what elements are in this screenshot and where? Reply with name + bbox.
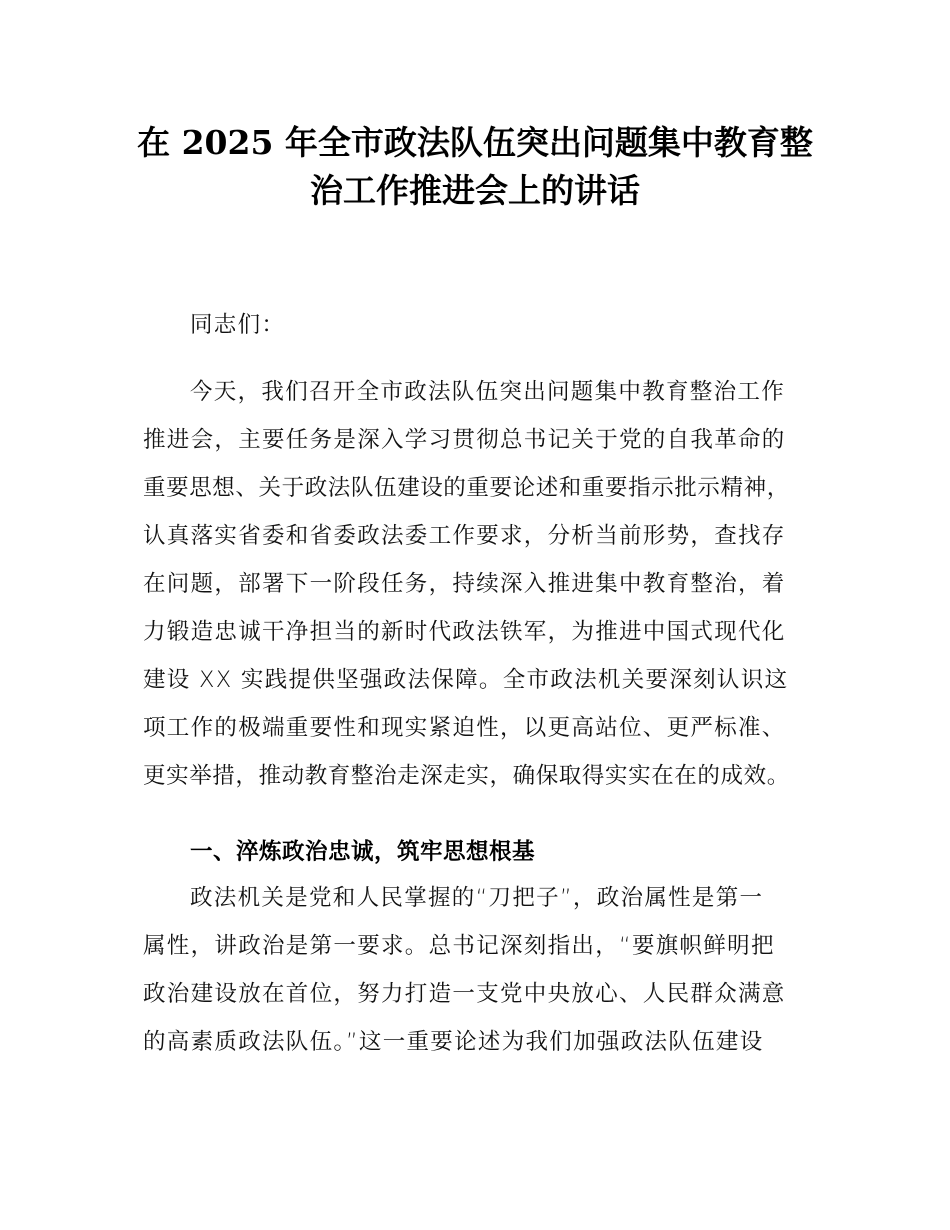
paragraph-line: 重要思想、关于政法队伍建设的重要论述和重要指示批示精神， — [143, 475, 790, 501]
paragraph-line: 建设 XX 实践提供坚强政法保障。全市政法机关要深刻认识这 — [143, 667, 789, 693]
title-line-1: 在 2025 年全市政法队伍突出问题集中教育整 — [137, 123, 813, 162]
salutation — [143, 301, 815, 349]
paragraph-section-1 — [143, 874, 815, 1066]
paragraph-line: 推进会，主要任务是深入学习贯彻总书记关于党的自我革命的 — [143, 427, 786, 453]
paragraph-line: 今天，我们召开全市政法队伍突出问题集中教育整治工作 — [190, 379, 786, 405]
paragraph-line: 认真落实省委和省委政法委工作要求，分析当前形势，查找存 — [143, 523, 786, 549]
document-title — [130, 118, 820, 214]
paragraph-line: 更实举措，推动教育整治走深走实，确保取得实实在在的成效。 — [143, 763, 790, 789]
paragraph-line: 项工作的极端重要性和现实紧迫性，以更高站位、更严标准、 — [143, 715, 786, 741]
paragraph-line: 政法机关是党和人民掌握的“刀把子”，政治属性是第一 — [190, 885, 764, 911]
paragraph-line: 力锻造忠诚干净担当的新时代政法铁军，为推进中国式现代化 — [143, 619, 786, 645]
paragraph-line: 政治建设放在首位，努力打造一支党中央放心、人民群众满意 — [143, 981, 786, 1007]
section-heading-1: 一、淬炼政治忠诚，筑牢思想根基 — [190, 839, 536, 865]
paragraph-line: 的高素质政法队伍。”这一重要论述为我们加强政法队伍建设 — [143, 1029, 764, 1055]
title-line-2: 治工作推进会上的讲话 — [310, 171, 640, 210]
salutation-text: 同志们： — [190, 312, 286, 338]
paragraph-line: 属性，讲政治是第一要求。总书记深刻指出，“要旗帜鲜明把 — [143, 933, 775, 959]
paragraph-intro — [143, 368, 815, 800]
paragraph-line: 在问题，部署下一阶段任务，持续深入推进集中教育整治，着 — [143, 571, 786, 597]
